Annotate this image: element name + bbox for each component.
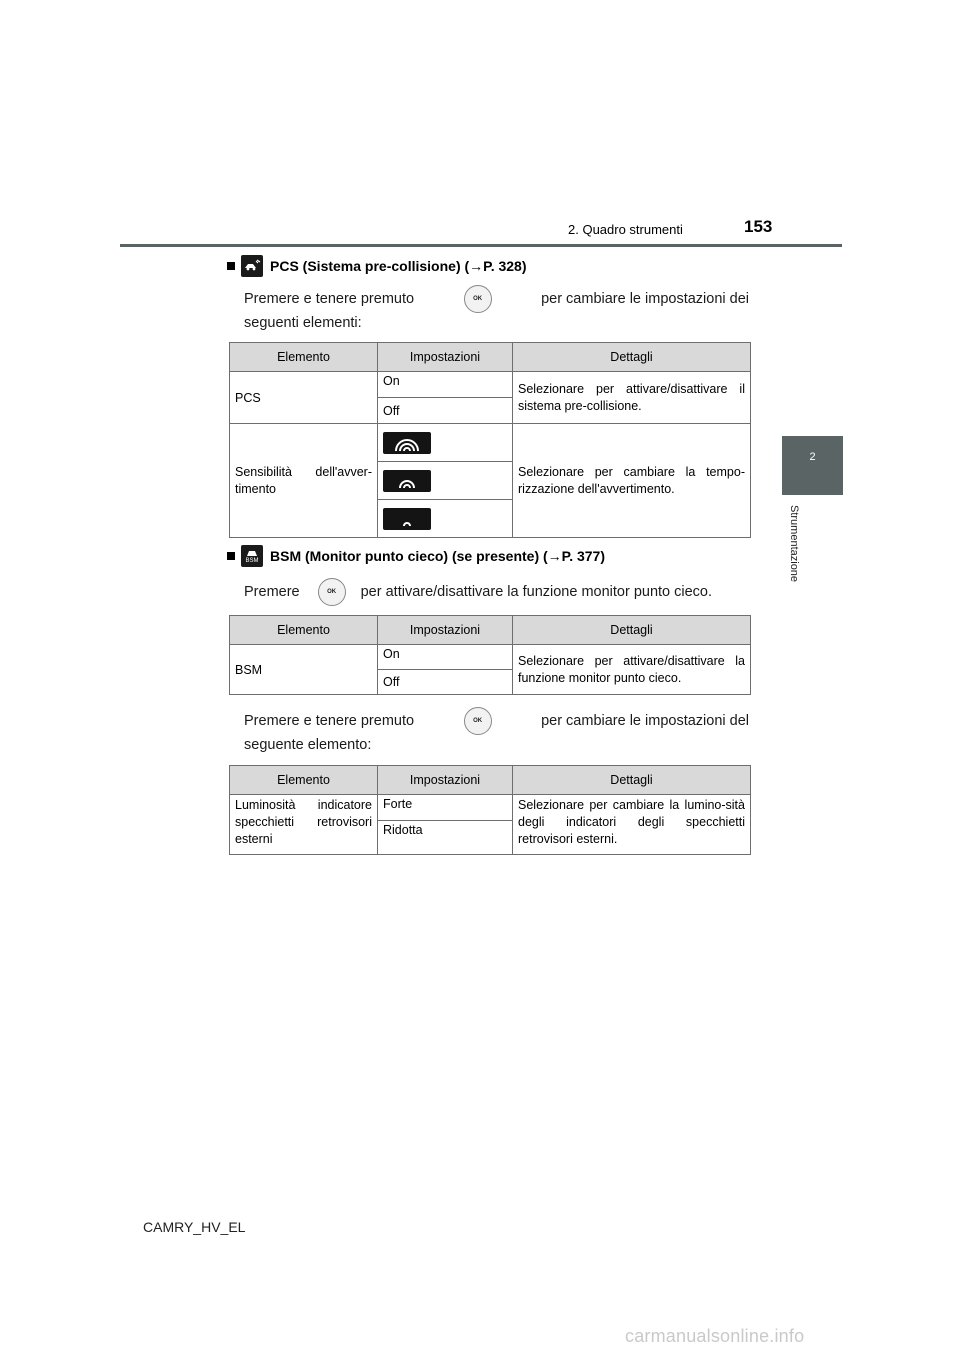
pcs-heading (227, 255, 527, 277)
bsm-paragraph-2 (244, 707, 749, 735)
bsm-para-before: Premere (244, 584, 300, 600)
header-rule (120, 244, 842, 247)
ok-button-icon: OK (464, 707, 492, 735)
watermark: carmanualsonline.info (625, 1326, 805, 1346)
col-header-dettagli: Dettagli (513, 343, 751, 372)
bsm-para2-line2: seguente elemento: (244, 737, 372, 753)
col-header-impostazioni: Impostazioni (378, 616, 513, 645)
pcs-para-after: per cambiare le impostazioni dei (541, 291, 749, 307)
bsm-para2-before: Premere e tenere premuto (244, 713, 415, 729)
col-header-elemento: Elemento (230, 766, 378, 795)
bsm-para2-after: per cambiare le impostazioni del (541, 713, 749, 729)
pcs-heading-text: PCS (Sistema pre-collisione) (→P. 328) (270, 258, 527, 274)
luminosity-item: Luminosità indicatore specchietti retrovisori esterni (230, 795, 378, 855)
bsm-para-after: per attivare/disattivare la funzione monitor punto cieco. (360, 584, 713, 600)
bsm-table (229, 615, 751, 695)
bsm-heading (227, 545, 605, 567)
bullet-icon (227, 552, 235, 560)
bsm-off: Off (378, 670, 513, 695)
bullet-icon (227, 262, 235, 270)
bsm-icon-text: BSM (245, 557, 259, 564)
sensitivity-high-icon (383, 432, 431, 454)
pcs-para-line2: seguenti elementi: (244, 315, 362, 331)
bsm-on: On (378, 645, 513, 670)
sensitivity-detail: Selezionare per cambiare la tempo-rizzazione dell'avvertimento. (513, 424, 751, 538)
sensitivity-item: Sensibilità dell'avver-timento (230, 424, 378, 538)
document-code: CAMRY_HV_EL (143, 1219, 246, 1235)
pcs-table (229, 342, 751, 538)
pcs-item: PCS (230, 372, 378, 424)
luminosity-forte: Forte (378, 795, 513, 821)
pcs-para-before: Premere e tenere premuto (244, 291, 415, 307)
chapter-number: 2 (809, 451, 816, 463)
col-header-impostazioni: Impostazioni (378, 343, 513, 372)
col-header-dettagli: Dettagli (513, 766, 751, 795)
section-title: 2. Quadro strumenti (568, 222, 683, 237)
sensitivity-medium-icon (383, 470, 431, 492)
sensitivity-high-cell (378, 424, 513, 462)
chapter-tab (782, 436, 843, 495)
pcs-off: Off (378, 398, 513, 424)
pcs-on: On (378, 372, 513, 398)
pcs-detail: Selezionare per attivare/disattivare il sistema pre-collisione. (513, 372, 751, 424)
ok-button-icon: OK (464, 285, 492, 313)
pcs-icon (241, 255, 263, 277)
luminosity-ridotta: Ridotta (378, 821, 513, 855)
ok-button-icon: OK (318, 578, 346, 606)
bsm-paragraph (244, 578, 712, 606)
bsm-item: BSM (230, 645, 378, 695)
bsm-icon (241, 545, 263, 567)
col-header-dettagli: Dettagli (513, 616, 751, 645)
sensitivity-low-cell (378, 500, 513, 538)
luminosity-table (229, 765, 751, 855)
col-header-elemento: Elemento (230, 616, 378, 645)
sensitivity-low-icon (383, 508, 431, 530)
col-header-impostazioni: Impostazioni (378, 766, 513, 795)
bsm-detail: Selezionare per attivare/disattivare la funzione monitor punto cieco. (513, 645, 751, 695)
pcs-paragraph (244, 285, 749, 313)
luminosity-detail: Selezionare per cambiare la lumino-sità degli indicatori degli specchietti retrovisori esterni. (513, 795, 751, 855)
page-number: 153 (744, 217, 773, 236)
col-header-elemento: Elemento (230, 343, 378, 372)
bsm-heading-text: BSM (Monitor punto cieco) (se presente) (→P. 377) (270, 548, 606, 564)
sensitivity-medium-cell (378, 462, 513, 500)
chapter-label: Strumentazione (788, 505, 800, 583)
